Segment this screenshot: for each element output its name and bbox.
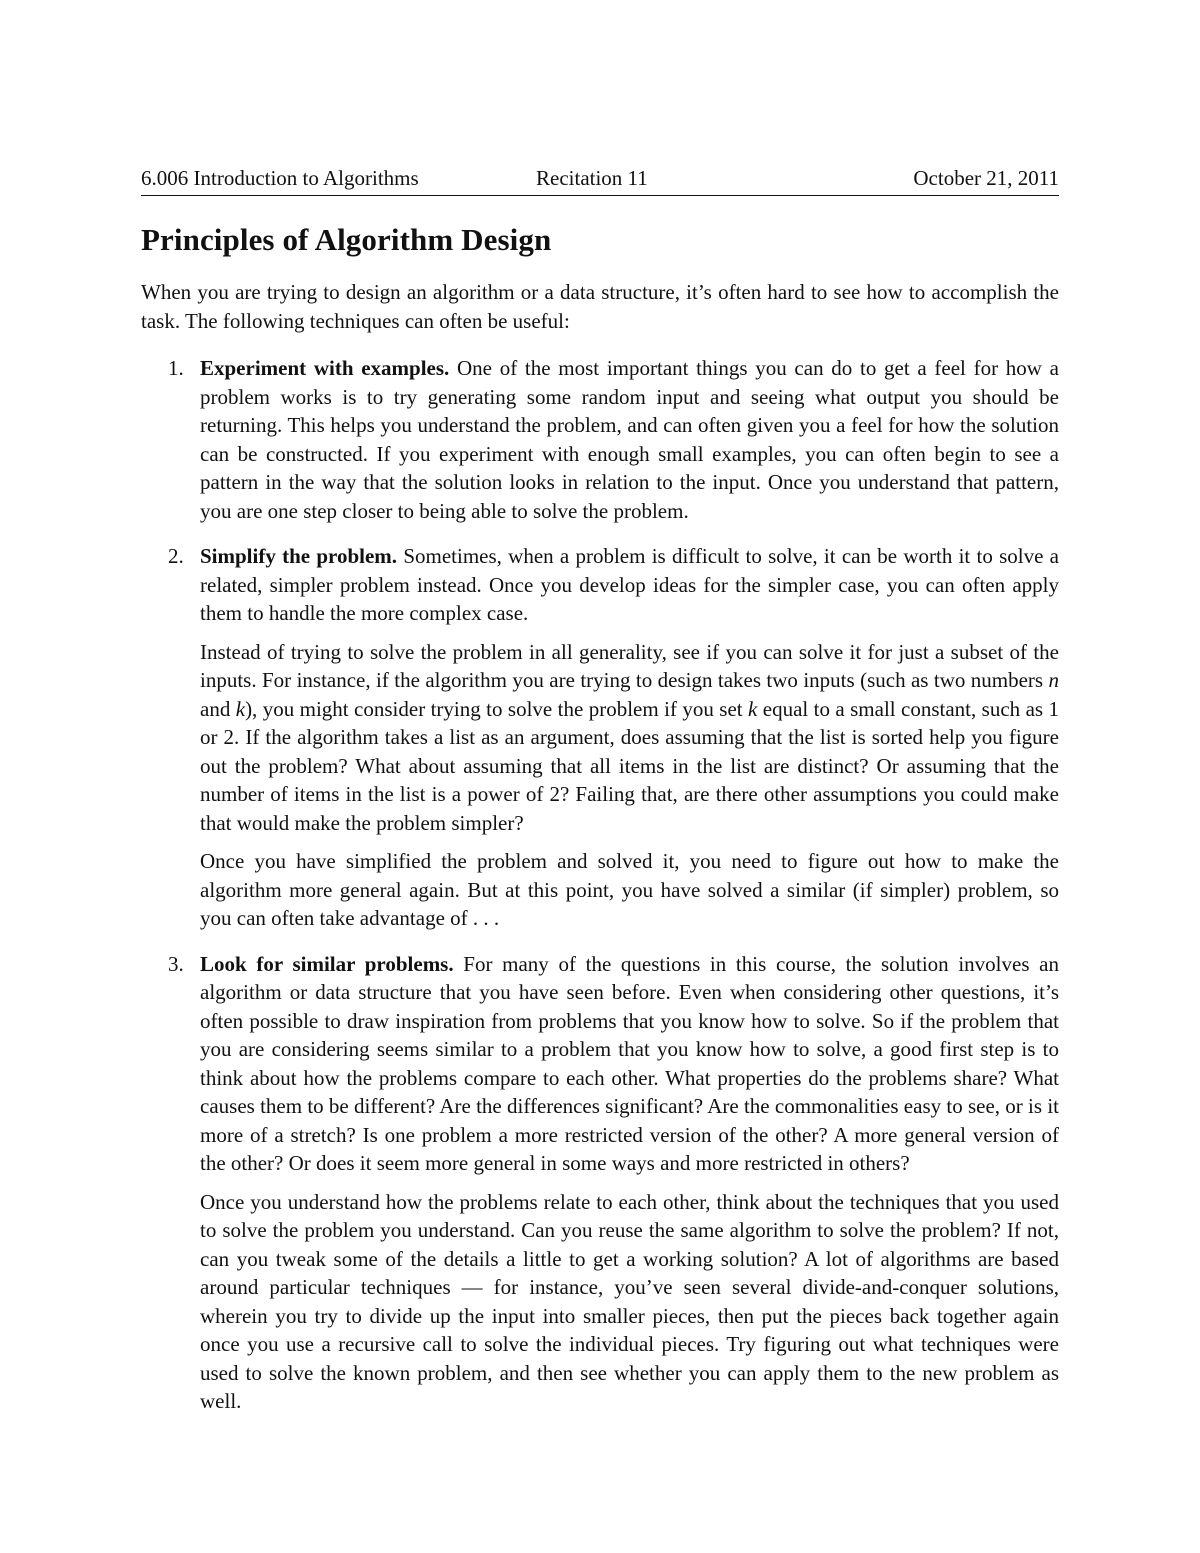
item-heading: Simplify the problem.: [200, 544, 398, 568]
item-paragraph: [200, 542, 1059, 628]
item-number: 2.: [168, 544, 184, 568]
recitation-label: Recitation 11: [536, 166, 648, 190]
list-item: [141, 354, 1059, 525]
course-title: 6.006 Introduction to Algorithms: [141, 166, 419, 190]
item-text: ), you might consider trying to solve the problem if you set: [245, 696, 749, 721]
intro-paragraph: When you are trying to design an algorithm or a data structure, it’s often hard to see how to accomplish the task. The following techniques can often be useful:: [141, 280, 1059, 333]
item-number: 3.: [168, 951, 184, 976]
item-body: One of the most important things you can do to get a feel for how a problem works is to try generating some random input and seeing what output you should be returning. This helps you understand the problem, and can often given you a feel for how the solution can be constructed. If you experiment with enough small examples, you can often begin to see a pattern in the way that the solution looks in relation to the input. Once you understand that pattern, you are one step closer to being able to solve the problem.: [200, 356, 1059, 523]
page-header: [141, 166, 1059, 196]
item-heading: Experiment with examples.: [200, 356, 450, 380]
math-variable-k: k: [235, 696, 246, 721]
header-date: October 21, 2011: [913, 166, 1059, 190]
list-item: [141, 542, 1059, 933]
list-item: [141, 950, 1059, 1416]
math-variable-k: k: [748, 696, 758, 721]
item-text: Instead of trying to solve the problem in all generality, see if you can solve it for just a subset of the inputs. For instance, if the algorithm you are trying to design takes two inputs (such as two numbers: [200, 639, 1059, 692]
item-paragraph: [200, 950, 1059, 1178]
document-title: Principles of Algorithm Design: [141, 222, 552, 257]
item-text: and: [200, 696, 236, 721]
item-text: equal to a small constant, such as 1 or 2. If the algorithm takes a list as an argument, does assuming that the list is sorted help you figure out the problem? What about assuming that all items in the list are distinct? Or assuming that the number of items in the list is a power of 2? Failing that, are there other assumptions you could make that would make the problem simpler?: [200, 696, 1059, 835]
item-body: For many of the questions in this course, the solution involves an algorithm or data structure that you have seen before. Even when considering other questions, it’s often possible to draw inspiration from problems that you know how to solve. So if the problem that you are considering seems similar to a problem that you know how to solve, a good first step is to think about how the problems compare to each other. What properties do the problems share? What causes them to be different? Are the differences significant? Are the commonalities easy to see, or is it more of a stretch? Is one problem a more restricted version of the other? A more general version of the other? Or does it seem more general in some ways and more restricted in others?: [200, 951, 1059, 1175]
item-paragraph: Once you have simplified the problem and solved it, you need to figure out how to make the algorithm more general again. But at this point, you have solved a similar (if simpler) problem, so you can often take advantage of . . .: [200, 849, 1059, 930]
item-paragraph: Once you understand how the problems relate to each other, think about the techniques that you used to solve the problem you understand. Can you reuse the same algorithm to solve the problem? If not, can you tweak some of the details a little to get a working solution? A lot of algorithms are based around particular techniques — for instance, you’ve seen several divide-and-conquer solutions, wherein you try to divide up the input into smaller pieces, then put the pieces back together again once you use a recursive call to solve the individual pieces. Try figuring out what techniques were used to solve the known problem, and then see whether you can apply them to the new problem as well.: [200, 1189, 1059, 1413]
math-variable-n: n: [1048, 668, 1059, 692]
item-number: 1.: [168, 356, 184, 380]
document-page: [141, 166, 1059, 1433]
techniques-list: [141, 354, 1059, 1416]
item-body: Sometimes, when a problem is difficult to solve, it can be worth it to solve a related, simpler problem instead. Once you develop ideas for the simpler case, you can often apply them to handle the more complex case.: [200, 544, 1059, 625]
item-paragraph: [200, 354, 1059, 525]
item-paragraph: [200, 638, 1059, 838]
item-heading: Look for similar problems.: [200, 951, 454, 976]
